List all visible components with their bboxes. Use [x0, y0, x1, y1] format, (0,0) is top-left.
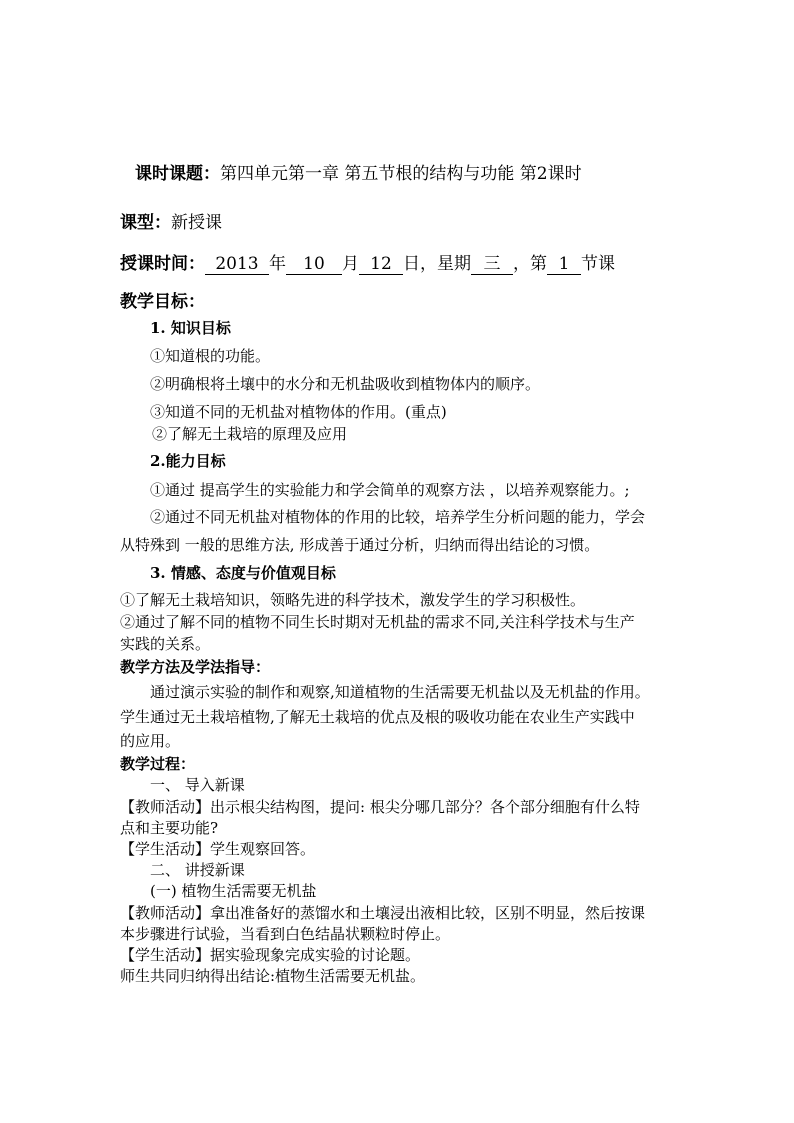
knowledge-heading: 1. 知识目标 — [150, 319, 231, 337]
process-heading: 教学过程： — [120, 755, 196, 773]
year-value: 2013 — [205, 255, 269, 275]
ability-item: 从特殊到 一般的思维方法, 形成善于通过分析，归纳而得出结论的习惯。 — [120, 536, 600, 554]
lesson-type-line — [120, 211, 222, 235]
process-line: 师生共同归纳得出结论:植物生活需要无机盐。 — [120, 967, 426, 985]
ability-item: ①通过 提高学生的实验能力和学会简单的观察方法 ，以培养观察能力。; — [150, 481, 630, 499]
methods-line: 学生通过无土栽培植物,了解无土栽培的优点及根的吸收功能在农业生产实践中 — [120, 708, 635, 726]
emotion-item: 实践的关系。 — [120, 635, 211, 653]
weekday-value: 三 — [471, 255, 513, 275]
lesson-topic-label: 课时课题： — [135, 164, 220, 184]
month-unit: 月 — [342, 254, 359, 274]
methods-line: 通过演示实验的制作和观察,知道植物的生活需要无机盐以及无机盐的作用。 — [150, 683, 650, 701]
year-unit: 年 — [269, 254, 286, 274]
process-line: 【教师活动】出示根尖结构图，提问: 根尖分哪几部分？各个部分细胞有什么特 — [120, 798, 640, 816]
process-line: 【学生活动】据实验现象完成实验的讨论题。 — [120, 946, 421, 964]
period-unit: 节课 — [581, 254, 615, 274]
knowledge-item: ①知道根的功能。 — [150, 347, 271, 365]
emotion-item: ②通过了解不同的植物不同生长时期对无机盐的需求不同,关注科学技术与生产 — [120, 613, 635, 631]
period-value: 1 — [547, 255, 581, 275]
ability-item: ②通过不同无机盐对植物体的作用的比较，培养学生分析问题的能力，学会 — [150, 508, 646, 526]
day-value: 12 — [359, 255, 403, 275]
methods-heading: 教学方法及学法指导： — [120, 658, 271, 676]
ability-heading: 2.能力目标 — [150, 452, 226, 470]
process-line: 点和主要功能? — [120, 819, 219, 837]
process-line: 【教师活动】拿出准备好的蒸馏水和土壤浸出液相比较，区别不明显，然后按课 — [120, 904, 646, 922]
process-section-title: 一、 导入新课 — [150, 776, 245, 794]
lesson-topic-line — [135, 162, 582, 186]
knowledge-item: ③知道不同的无机盐对植物体的作用。(重点) — [150, 403, 447, 421]
emotion-item: ①了解无土栽培知识，领略先进的科学技术，激发学生的学习积极性。 — [120, 591, 586, 609]
month-value: 10 — [286, 255, 342, 275]
knowledge-item: ②明确根将土壤中的水分和无机盐吸收到植物体内的顺序。 — [150, 375, 541, 393]
process-line: 【学生活动】学生观察回答。 — [120, 840, 316, 858]
emotion-heading: 3. 情感、态度与价值观目标 — [150, 564, 336, 582]
lesson-type-label: 课型： — [120, 213, 171, 233]
lesson-topic-value: 第四单元第一章 第五节根的结构与功能 第2课时 — [220, 164, 582, 184]
lesson-time-line — [120, 252, 615, 276]
methods-line: 的应用。 — [120, 732, 181, 750]
process-line: 本步骤进行试验，当看到白色结晶状颗粒时停止。 — [120, 925, 451, 943]
objectives-heading: 教学目标： — [120, 292, 205, 312]
process-section-title: 二、 讲授新课 — [150, 861, 245, 879]
day-unit: 日，星期 — [403, 254, 471, 274]
lesson-time-label: 授课时间： — [120, 254, 205, 274]
period-prefix: ，第 — [513, 254, 547, 274]
lesson-type-value: 新授课 — [171, 213, 222, 233]
knowledge-item: ②了解无土栽培的原理及应用 — [152, 425, 348, 443]
process-subsection-title: (一) 植物生活需要无机盐 — [150, 882, 317, 900]
